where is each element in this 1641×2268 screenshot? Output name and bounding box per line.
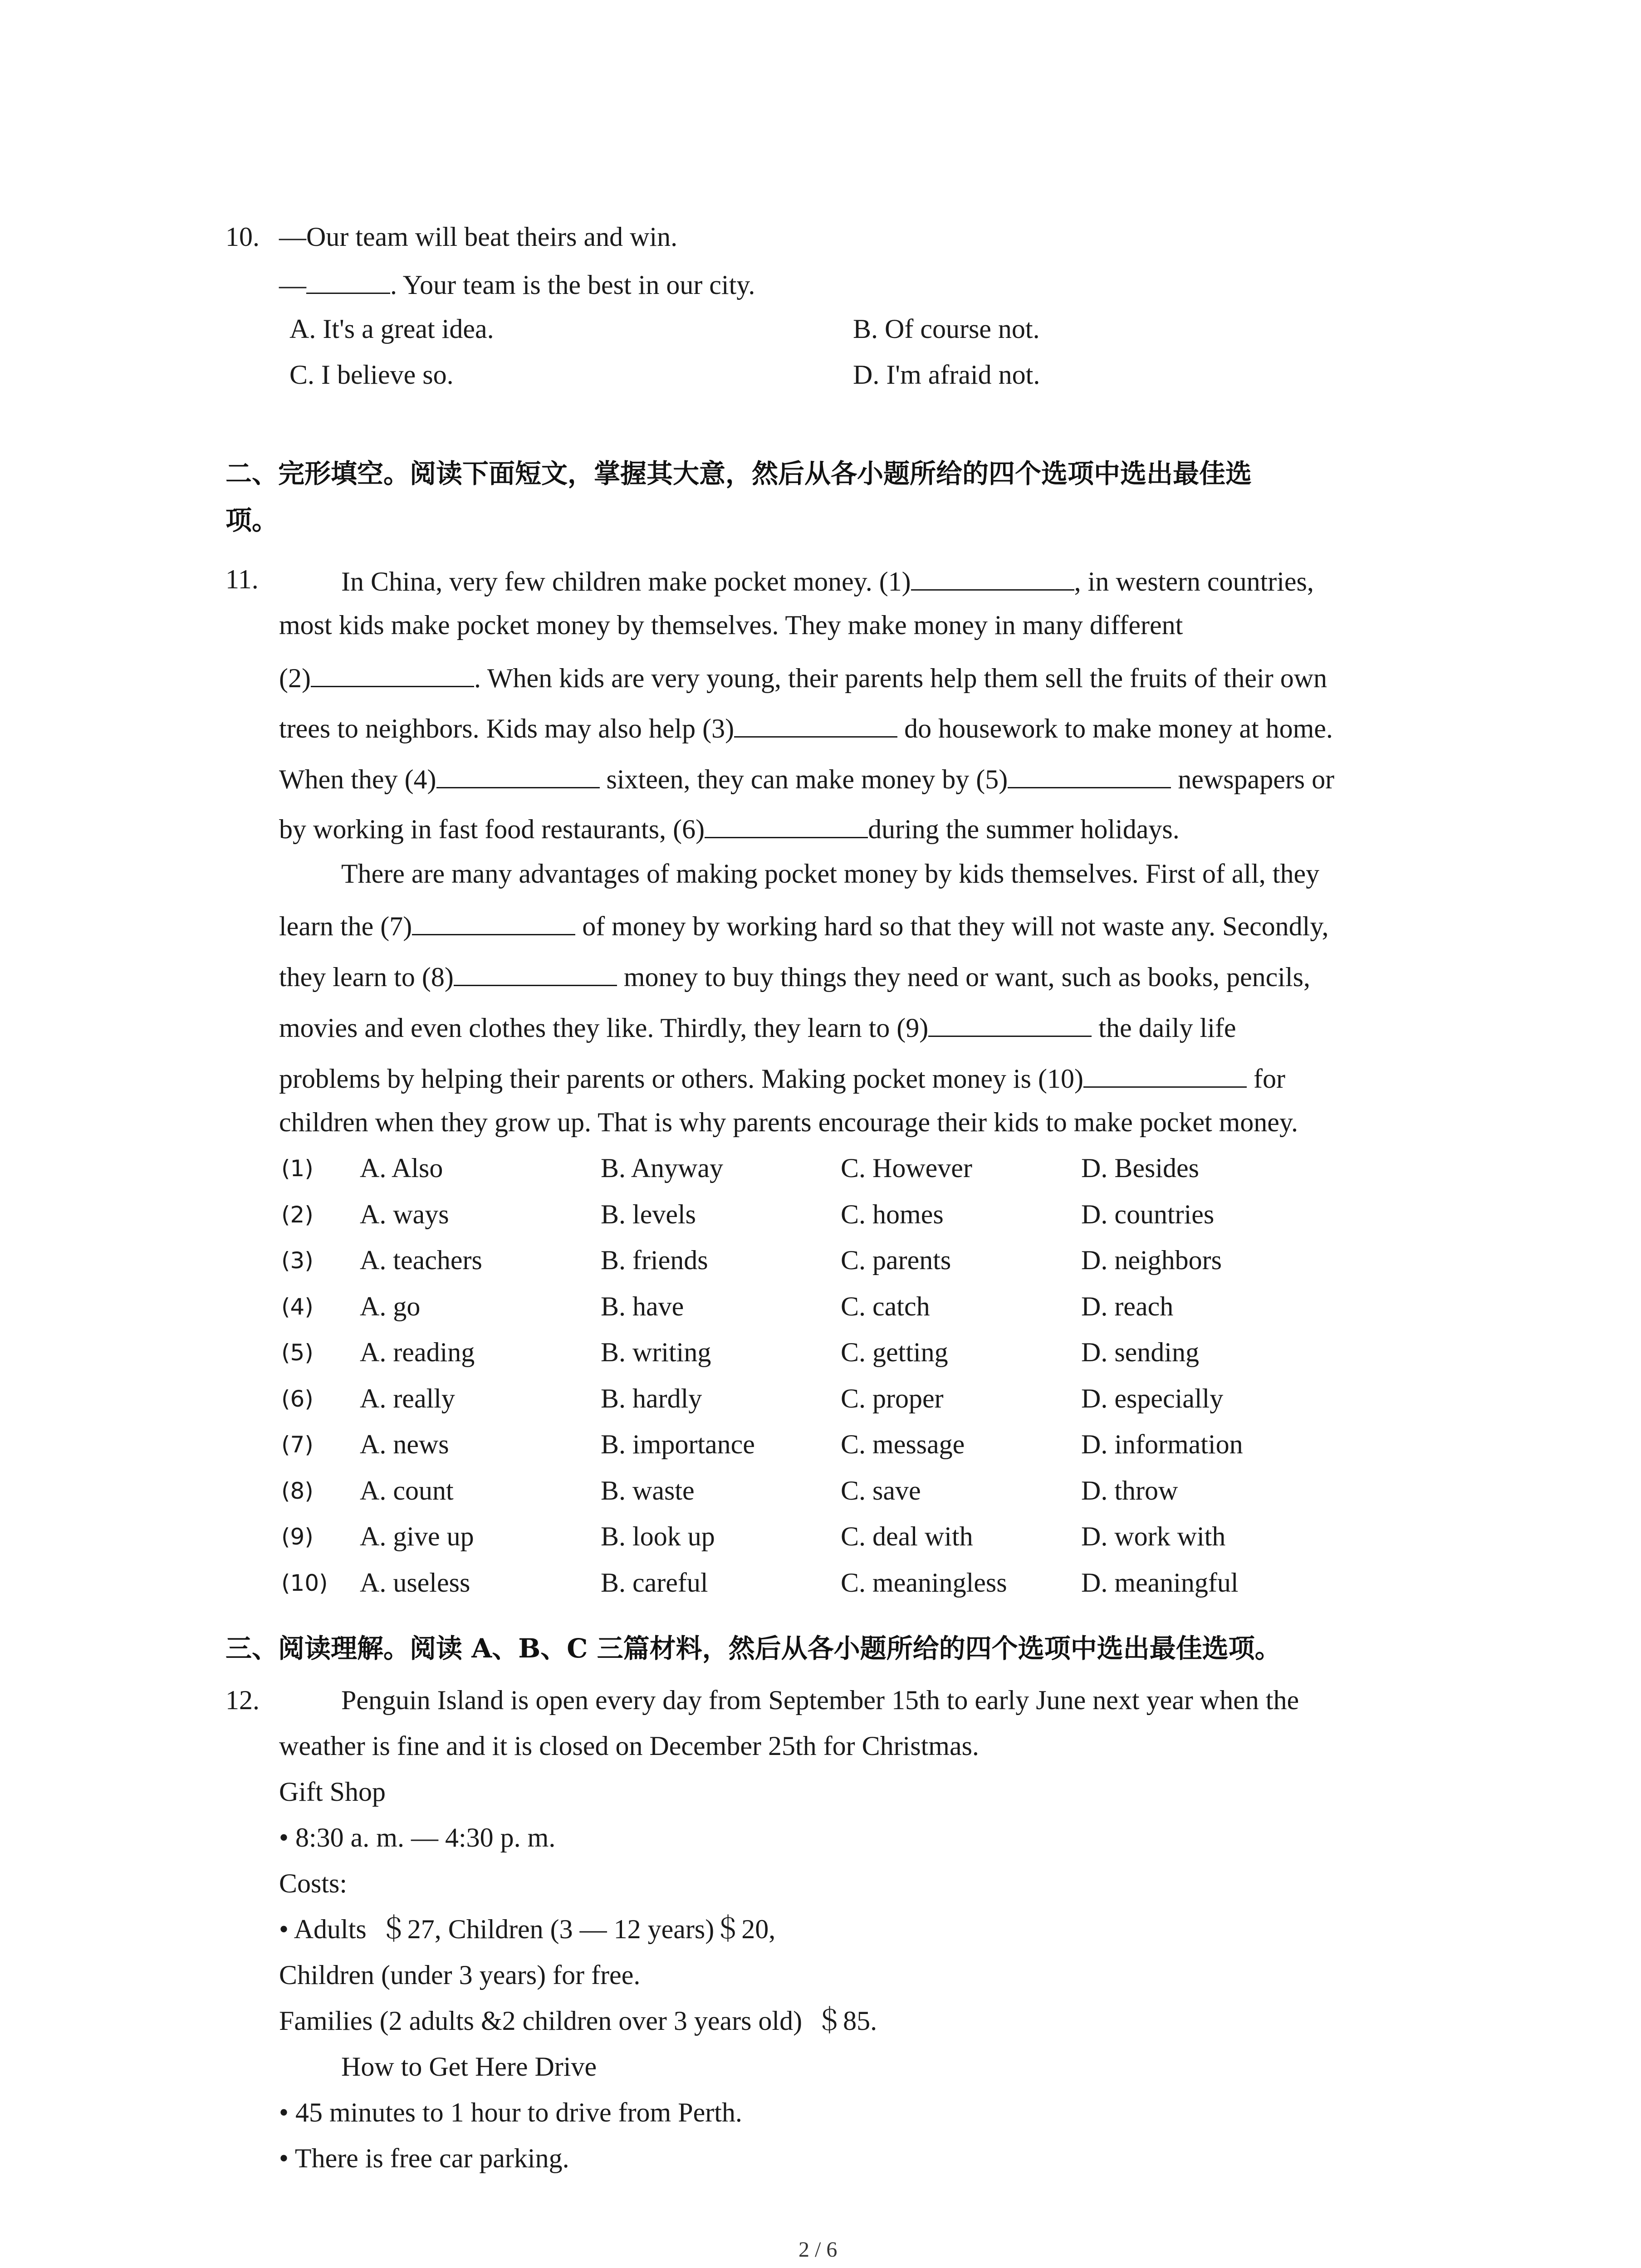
passage-line: In China, very few children make pocket money. (1) , in western countries, <box>341 567 1314 596</box>
dash: — <box>279 270 306 300</box>
choice-number: (4) <box>281 1294 314 1320</box>
option-a: A. ways <box>360 1199 449 1229</box>
passage-line: weather is fine and it is closed on December 25th for Christmas. <box>279 1731 979 1761</box>
option-b: B. hardly <box>601 1383 702 1413</box>
passage-line: they learn to (8) money to buy things they need or want, such as books, pencils, <box>279 962 1310 992</box>
answer-blank <box>454 961 617 986</box>
answer-blank <box>1083 1063 1247 1088</box>
choice-number: (10) <box>281 1570 328 1596</box>
passage-line: Costs: <box>279 1868 348 1898</box>
choice-number: (9) <box>281 1524 314 1550</box>
option-b: B. levels <box>601 1199 696 1229</box>
option-d: D. especially <box>1081 1383 1224 1413</box>
passage-line: problems by helping their parents or others. Making pocket money is (10) for <box>279 1064 1285 1094</box>
option-b: B. careful <box>601 1568 708 1598</box>
choice-number: (5) <box>281 1339 314 1366</box>
option-b: B. have <box>601 1291 684 1321</box>
option-a: A. give up <box>360 1521 474 1551</box>
section-heading: 二、完形填空。阅读下面短文，掌握其大意，然后从各小题所给的四个选项中选出最佳选 <box>225 458 1252 489</box>
question-line-rest: . Your team is the best in our city. <box>390 270 755 300</box>
answer-blank <box>311 662 474 687</box>
answer-blank <box>1008 763 1171 788</box>
choice-number: (3) <box>281 1247 314 1274</box>
passage-line: trees to neighbors. Kids may also help (3) do housework to make money at home. <box>279 714 1333 743</box>
passage-line: Children (under 3 years) for free. <box>279 1960 641 1990</box>
option-d: D. meaningful <box>1081 1568 1239 1598</box>
question-line <box>279 269 755 298</box>
option-b: B. waste <box>601 1476 695 1505</box>
option-b: B. writing <box>601 1337 711 1367</box>
passage-line: • 8:30 a. m. — 4:30 p. m. <box>279 1823 556 1853</box>
option-c: C. deal with <box>841 1521 973 1551</box>
answer-blank <box>734 713 897 738</box>
option-d: D. neighbors <box>1081 1245 1222 1275</box>
option-c: C. proper <box>841 1383 944 1413</box>
question-line: —Our team will beat theirs and win. <box>279 222 678 252</box>
option-c: C. getting <box>841 1337 948 1367</box>
passage-line: Penguin Island is open every day from September 15th to early June next year when the <box>341 1685 1299 1715</box>
passage-line: learn the (7) of money by working hard so that they will not waste any. Secondly, <box>279 911 1329 941</box>
passage-line: most kids make pocket money by themselves. They make money in many different <box>279 610 1183 640</box>
option-d: D. information <box>1081 1429 1243 1459</box>
choice-number: (6) <box>281 1386 314 1412</box>
option-d: D. Besides <box>1081 1153 1199 1183</box>
passage-line: (2) . When kids are very young, their parents help them sell the fruits of their own <box>279 663 1327 693</box>
option-b: B. look up <box>601 1521 715 1551</box>
option-b: B. friends <box>601 1245 708 1275</box>
option-d: D. throw <box>1081 1476 1178 1505</box>
option-c: C. message <box>841 1429 965 1459</box>
option-a: A. reading <box>360 1337 475 1367</box>
option-d: D. reach <box>1081 1291 1174 1321</box>
option-c: C. parents <box>841 1245 951 1275</box>
option-a: A. go <box>360 1291 421 1321</box>
option-c: C. save <box>841 1476 921 1505</box>
choice-number: (2) <box>281 1202 314 1228</box>
option-d: D. I'm afraid not. <box>853 360 1040 390</box>
passage-line: by working in fast food restaurants, (6) during the summer holidays. <box>279 814 1180 844</box>
passage-line: Families (2 adults &2 children over 3 years old) ＄85. <box>279 2006 877 2036</box>
option-d: D. work with <box>1081 1521 1226 1551</box>
section-heading: 项。 <box>225 505 279 536</box>
page-number: 2 / 6 <box>798 2238 838 2262</box>
option-a: A. Also <box>360 1153 443 1183</box>
answer-blank <box>412 910 575 935</box>
passage-line: How to Get Here Drive <box>341 2052 597 2082</box>
option-b: B. Anyway <box>601 1153 723 1183</box>
question-number: 10. <box>225 222 260 252</box>
option-a: A. It's a great idea. <box>289 314 494 344</box>
question-number: 11. <box>225 564 259 594</box>
passage-line: movies and even clothes they like. Thirdly, they learn to (9) the daily life <box>279 1013 1236 1043</box>
passage-line: There are many advantages of making pocket money by kids themselves. First of all, they <box>341 859 1320 889</box>
option-c: C. However <box>841 1153 972 1183</box>
option-d: D. countries <box>1081 1199 1215 1229</box>
choice-number: (7) <box>281 1432 314 1458</box>
option-c: C. I believe so. <box>289 360 454 390</box>
option-b: B. Of course not. <box>853 314 1040 344</box>
passage-line: Gift Shop <box>279 1777 386 1807</box>
answer-blank <box>928 1012 1092 1037</box>
answer-blank <box>911 566 1074 591</box>
option-b: B. importance <box>601 1429 755 1459</box>
option-a: A. useless <box>360 1568 470 1598</box>
answer-blank <box>306 269 390 294</box>
passage-line: • Adults ＄27, Children (3 — 12 years)＄20, <box>279 1914 776 1944</box>
option-d: D. sending <box>1081 1337 1199 1367</box>
option-c: C. meaningless <box>841 1568 1007 1598</box>
choice-number: (8) <box>281 1478 314 1504</box>
passage-line: • 45 minutes to 1 hour to drive from Perth. <box>279 2097 742 2127</box>
option-a: A. really <box>360 1383 455 1413</box>
answer-blank <box>705 813 868 838</box>
option-a: A. count <box>360 1476 454 1505</box>
question-number: 12. <box>225 1685 260 1715</box>
choice-number: (1) <box>281 1155 314 1182</box>
option-c: C. homes <box>841 1199 944 1229</box>
passage-line: • There is free car parking. <box>279 2143 569 2173</box>
passage-line: When they (4) sixteen, they can make money by (5) newspapers or <box>279 764 1335 794</box>
option-a: A. news <box>360 1429 449 1459</box>
option-a: A. teachers <box>360 1245 482 1275</box>
answer-blank <box>436 763 600 788</box>
section-heading: 三、阅读理解。阅读 A、B、C 三篇材料，然后从各小题所给的四个选项中选出最佳选项。 <box>225 1633 1281 1664</box>
option-c: C. catch <box>841 1291 930 1321</box>
passage-line: children when they grow up. That is why parents encourage their kids to make pocket money. <box>279 1107 1298 1137</box>
